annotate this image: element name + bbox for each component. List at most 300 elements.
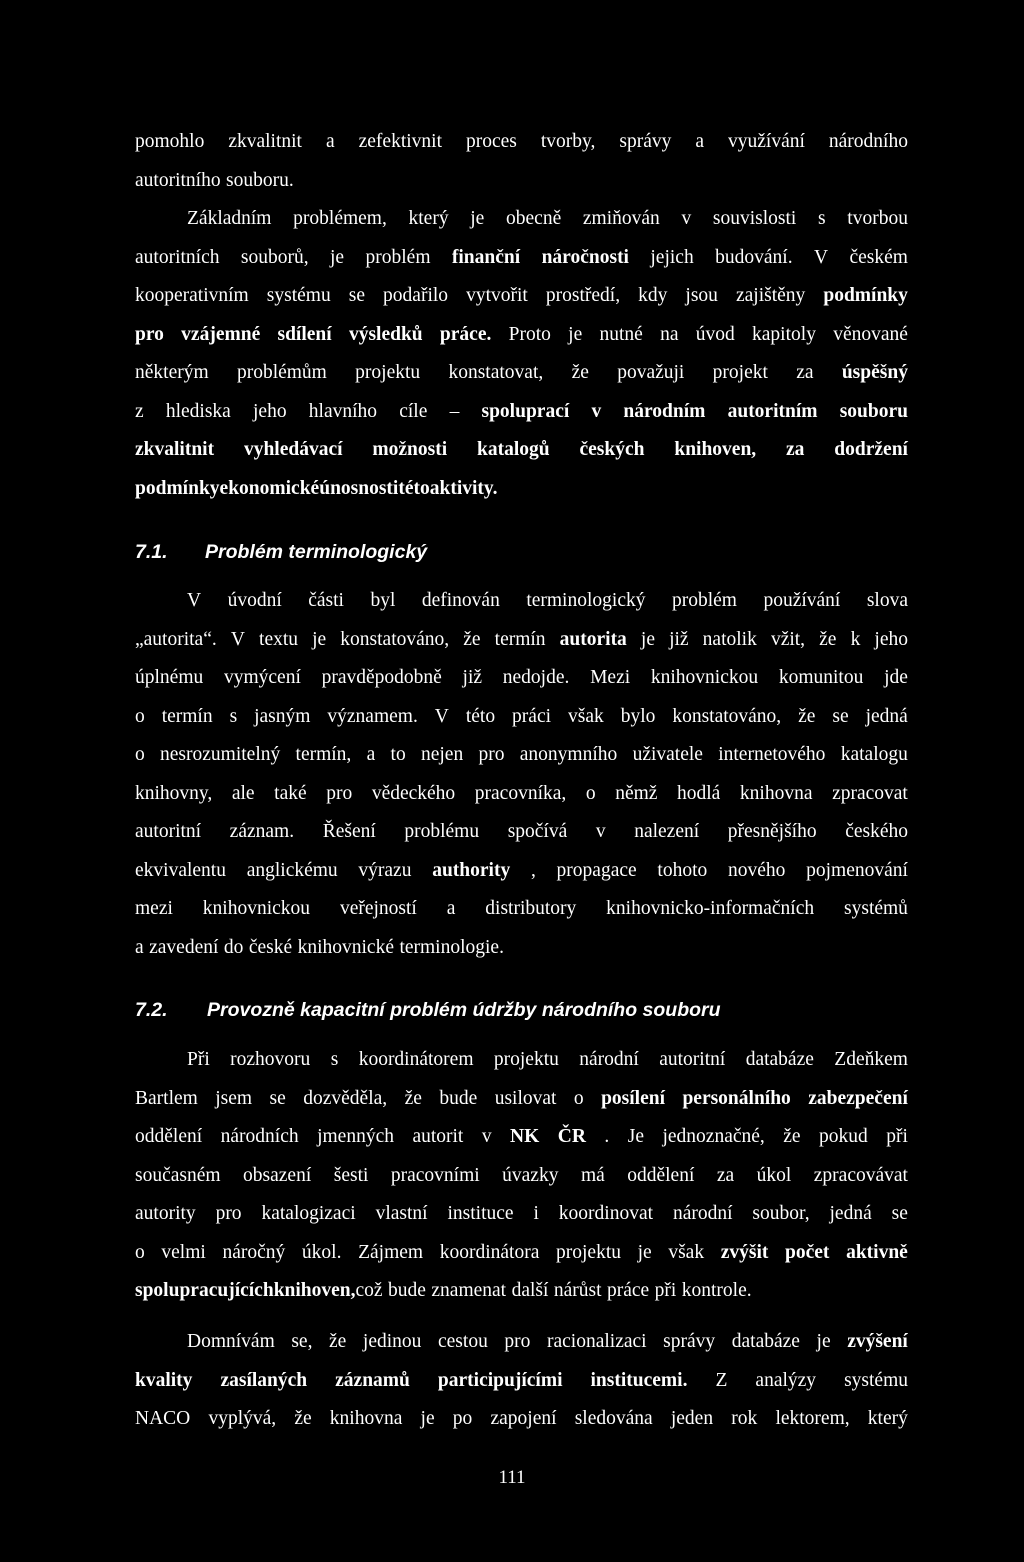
word: jedná [829,1203,872,1224]
word: oddělení [627,1164,695,1186]
word: Bartlem [135,1087,198,1109]
word: internetového [718,744,826,765]
word: se [891,1203,908,1224]
word: problémům [236,362,327,383]
word: distributory [485,898,577,919]
word: V [813,246,829,268]
word: ekvivalentu [135,859,226,881]
word: knihovny, [135,782,213,804]
word: zapojení [490,1408,557,1429]
word: výrazu [358,859,412,881]
text-line [135,162,908,201]
bold-word: ekonomické [219,477,320,499]
bold-word: zabezpečení [808,1087,908,1109]
section-7-2-paragraph-1 [135,1041,908,1311]
word: i [533,1203,539,1224]
word: této [465,705,496,727]
word: v [595,821,606,842]
word: některým [135,362,209,383]
word: knihovna [329,1408,403,1429]
word: kapitoly [752,323,816,345]
bold-word: zasílaných [220,1369,308,1391]
word: . [604,1126,610,1147]
word: že [798,705,816,727]
word: pojmenování [806,859,908,881]
word: jde [884,667,908,688]
page-number: 111 [498,1467,526,1488]
word: pro [478,744,505,765]
word: českém [849,246,908,268]
word: problém [671,590,737,611]
word: že [294,1408,312,1429]
bold-word: autoritním [727,400,818,422]
text-line [135,431,908,470]
word: vyplývá, [208,1408,277,1429]
bold-word: podmínky [823,285,908,306]
word: správy [663,1331,716,1352]
word: V [230,628,245,650]
bold-word: finanční [451,246,521,268]
word: katalogu [840,744,908,765]
word: s [229,705,238,727]
word: databáze [745,1049,814,1070]
bold-word: národním [623,400,706,422]
word: záznam. [229,821,295,842]
word: nalezení [634,821,700,842]
word: soubor, [752,1203,810,1224]
bold-word: únosnosti [319,477,399,499]
word: problému [404,821,480,842]
word: souboru. [226,169,294,191]
text-line [135,470,908,509]
text-line [135,354,908,393]
bold-word: dodržení [834,439,908,460]
word: Zájmem [358,1241,424,1263]
text-line [135,316,908,355]
bold-word: výsledků [348,323,423,345]
word: a [135,936,144,958]
word: termín, [295,744,352,765]
word: zpracovávat [813,1164,908,1186]
word: „autorita“. [135,628,217,650]
bold-word: kvality [135,1369,193,1391]
word: knihovnicko-informačních [606,898,815,919]
word: vlastní [375,1203,428,1224]
bold-word: úspěšný [841,362,908,383]
word: V [434,705,449,727]
word: byl [370,590,396,611]
word: hlavního [308,400,378,422]
word: němž [615,782,658,804]
bold-word: personálního [682,1087,791,1109]
word: je [640,628,655,650]
word: jeho [874,628,908,650]
word: nedojde. [502,667,570,688]
word: obecně [506,208,562,229]
word: národní [579,1049,639,1070]
word: považuji [617,362,685,383]
word: V [187,590,202,611]
word: usilovat [494,1087,557,1109]
word: cestou [438,1331,488,1352]
word: vymýcení [223,667,301,688]
word: další [511,1280,549,1301]
word: koordinovat [558,1203,654,1224]
word: přesnějšího [727,821,817,842]
word: že [571,362,589,383]
text-line [135,813,908,852]
word: pracovními [390,1164,480,1186]
word: jedná [865,705,908,727]
bold-word: sdílení [277,323,332,345]
word: pro [326,782,353,804]
word: úplnému [135,667,204,688]
word: rok [731,1408,758,1429]
word: obsazení [243,1164,312,1186]
word: k [850,628,861,650]
word: projekt [712,362,768,383]
word: části [308,590,344,611]
bold-word: podmínky [135,477,220,499]
bold-word: za [786,439,805,460]
word: jmenných [317,1126,394,1147]
word: knihovnické [297,936,394,958]
section-title: Provozně kapacitní problém údržby národního souboru [207,999,721,1021]
word: vytvořit [466,285,528,306]
word: nárůst [553,1280,602,1301]
word: však [668,1241,705,1263]
word: jednoznačné, [662,1126,765,1147]
word: a [446,898,456,919]
word: významem. [327,705,418,727]
word: souvislosti [712,208,797,229]
word: jedinou [362,1331,422,1352]
text-line [135,775,908,814]
text-line [135,1041,908,1080]
word: zpracovat [832,782,908,804]
word: se [832,705,849,727]
word: správy [619,131,672,152]
word: bude [439,1087,478,1109]
word: v [681,208,692,229]
word: což [355,1280,383,1301]
bold-word: institucemi. [590,1369,688,1391]
text-line [135,1272,908,1311]
word: databáze [731,1331,800,1352]
bold-word: spolupracujících [135,1280,274,1301]
word: šesti [333,1164,369,1186]
word: knihovnickou [202,898,311,919]
word: proces [465,131,517,152]
word: konstatováno, [340,628,450,650]
word: že [463,628,481,650]
word: slova [866,590,908,611]
section-7-2-paragraph-2 [135,1323,908,1439]
bold-word: záznamů [335,1369,410,1391]
word: pomohlo [135,131,205,152]
word: problémem, [293,208,387,229]
word: o [135,1241,145,1263]
text-line [135,582,908,621]
word: má [580,1164,605,1186]
word: lektorem, [775,1408,850,1429]
word: již [669,628,689,650]
word: terminologie. [399,936,504,958]
word: do [223,936,244,958]
word: rozhovoru [230,1049,311,1070]
word: systémů [844,898,908,919]
word: využívání [728,131,805,152]
word: také [274,782,307,804]
bold-word: aktivity. [429,477,498,499]
word: velmi [161,1241,206,1263]
word: problém [365,246,431,268]
bold-word: pro [135,323,164,345]
text-line [135,1234,908,1273]
word: Základním [187,208,272,229]
word: projektu [355,362,421,383]
paragraph-financial-problem [135,200,908,508]
word: je [637,1241,652,1263]
word: na [660,323,679,345]
word: zavedení [149,936,219,958]
word: že [783,1126,801,1147]
word: analýzy [755,1369,817,1391]
word: pokud [819,1126,868,1147]
word: termín [494,628,546,650]
text-line [135,1157,908,1196]
bold-word: počet [785,1241,830,1263]
word: a [695,131,705,152]
word: Domnívám [187,1331,275,1352]
bold-word: možnosti [372,439,448,460]
word: je [470,208,485,229]
text-line [135,1400,908,1439]
word: spočívá [507,821,568,842]
word: úvodní [227,590,282,611]
word: jsou [685,285,718,306]
text-line [135,621,908,660]
word: nového [727,859,786,881]
bold-word: této [398,477,430,499]
word: a [366,744,376,765]
word: české [248,936,293,958]
bold-word: zkvalitnit [135,439,215,460]
word: veřejností [339,898,417,919]
bold-word: autorita [559,628,627,650]
word: kooperativním [135,285,249,306]
text-line [135,890,908,929]
word: tvorbou [847,208,908,229]
word: je [330,246,345,268]
word: propagace [556,859,637,881]
word: prostředí, [545,285,621,306]
word: knihovnickou [650,667,759,688]
word: Z [715,1369,728,1391]
word: pro [215,1203,242,1224]
word: tvorby, [540,131,596,152]
section-heading-7-1 [135,539,427,565]
word: anglickému [246,859,338,881]
text-line [135,277,908,316]
section-heading-7-2 [135,997,721,1023]
word: textu [259,628,299,650]
word: instituce [447,1203,514,1224]
text-line [135,393,908,432]
word: souborů, [240,246,309,268]
word: dozvěděla, [303,1087,388,1109]
word: sledována [574,1408,653,1429]
section-title: Problém terminologický [205,541,428,563]
bold-word: souboru [839,400,908,422]
word: bude [388,1280,426,1301]
word: vědeckého [371,782,456,804]
section-number: 7.1. [135,541,168,563]
word: knihovna [739,782,813,804]
bold-word: participujícími [437,1369,563,1391]
word: o [135,744,145,765]
word: je [568,323,583,345]
word: národní [672,1203,733,1224]
word: českého [845,821,908,842]
word: Řešení [322,821,376,842]
word: však [567,705,604,727]
word: že [329,1331,347,1352]
bold-word: zvýšit [720,1241,769,1263]
word: cíle [399,400,428,422]
text-line [135,200,908,239]
word: je [816,1331,831,1352]
word: koordinátorem [358,1049,474,1070]
word: současném [135,1164,221,1186]
bold-word: českých [579,439,645,460]
word: náročný [222,1241,286,1263]
text-line [135,659,908,698]
word: Je [627,1126,644,1147]
bold-word: authority [432,859,511,881]
word: podařilo [383,285,449,306]
word: projektu [493,1049,559,1070]
word: je [420,1408,435,1429]
word: tohoto [657,859,708,881]
word: po [452,1408,473,1429]
bold-word: NK [510,1126,540,1147]
text-line [135,1362,908,1401]
text-line [135,1118,908,1157]
word: systému [844,1369,908,1391]
word: o [573,1087,584,1109]
word: systému [266,285,331,306]
word: termín [161,705,213,727]
word: nejen [420,744,464,765]
word: nutné [599,323,643,345]
bold-word: katalogů [477,439,550,460]
word: autoritní [659,1049,726,1070]
bold-word: náročnosti [541,246,629,268]
text-line [135,698,908,737]
word: zmiňován [582,208,660,229]
word: národních [220,1126,299,1147]
word: autority [135,1203,196,1224]
word: nesrozumitelný [160,744,281,765]
bold-word: posílení [601,1087,665,1109]
word: autoritního [135,169,221,191]
word: znamenat [431,1280,507,1301]
word: s [330,1049,339,1070]
word: katalogizaci [261,1203,356,1224]
word: Při [187,1049,210,1070]
word: který [867,1408,908,1429]
word: z [135,400,144,422]
bold-word: práce. [439,323,492,345]
word: pravděpodobně [321,667,442,688]
word: úvod [695,323,735,345]
word: se, [291,1331,313,1352]
word: Zdeňkem [834,1049,908,1070]
word: jejich [650,246,694,268]
word: definován [421,590,500,611]
word: který [408,208,449,229]
word: , [530,859,536,881]
text-line [135,1080,908,1119]
word: za [716,1164,735,1186]
word: o [135,705,145,727]
word: práce [606,1280,650,1301]
word: Proto [508,323,551,345]
word: se [348,285,365,306]
word: při [886,1126,908,1147]
word: úkol [756,1164,792,1186]
word: uživatele [632,744,703,765]
intro-paragraph [135,123,908,200]
bold-word: knihoven, [273,1280,356,1301]
text-line [135,852,908,891]
text-line [135,1323,908,1362]
word: to [390,744,406,765]
word: je [312,628,327,650]
word: racionalizaci [546,1331,647,1352]
word: již [462,667,483,688]
word: v [481,1126,492,1147]
word: jsem [215,1087,253,1109]
word: při [654,1280,677,1301]
word: jeden [670,1408,714,1429]
section-7-1-body [135,582,908,967]
word: ale [231,782,255,804]
word: konstatováno, [672,705,782,727]
word: a [325,131,335,152]
word: práci [512,705,552,727]
word: národního [828,131,908,152]
word: jasným [254,705,311,727]
word: úvazky [502,1164,559,1186]
text-line [135,123,908,162]
bold-word: spoluprací [481,400,570,422]
word: věnované [833,323,908,345]
word: vžit, [770,628,806,650]
word: budování. [715,246,793,268]
word: autoritní [135,821,202,842]
word: projektu [556,1241,621,1263]
text-line [135,1195,908,1234]
word: anonymního [519,744,618,765]
word: mezi [135,898,173,919]
section-number: 7.2. [135,999,168,1021]
word: za [796,362,814,383]
word: že [404,1087,422,1109]
bold-word: knihoven, [674,439,757,460]
word: kdy [638,285,668,306]
